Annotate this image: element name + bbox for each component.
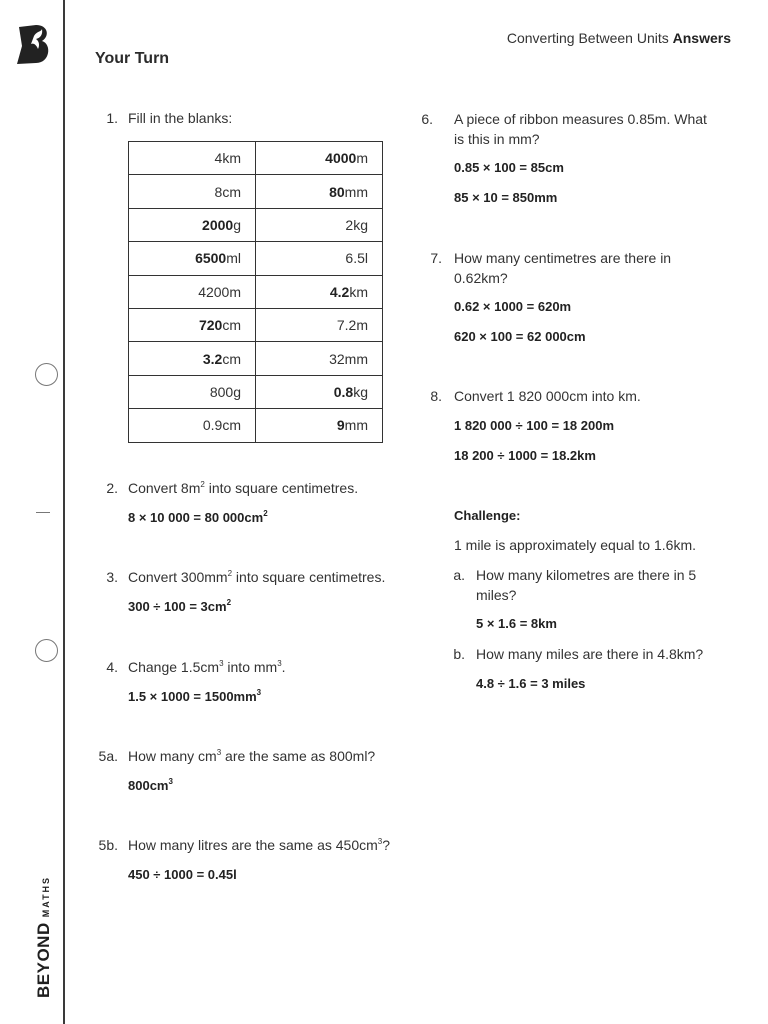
challenge-intro: 1 mile is approximately equal to 1.6km. xyxy=(454,537,696,553)
table-cell-left: 720cm xyxy=(129,308,256,341)
q8-text: Convert 1 820 000cm into km. xyxy=(454,388,641,404)
table-cell-right: 0.8kg xyxy=(256,375,383,408)
q6-text-line2: is this in mm? xyxy=(454,131,540,147)
table-cell-right: 80mm xyxy=(256,175,383,208)
q1-text: Fill in the blanks: xyxy=(128,110,233,126)
q6-answer-line2: 85 × 10 = 850mm xyxy=(454,190,558,205)
fold-mark xyxy=(36,512,50,513)
challenge-title: Challenge: xyxy=(454,508,521,523)
challenge-b-answer: 4.8 ÷ 1.6 = 3 miles xyxy=(476,676,586,691)
brand-main: BEYOND xyxy=(34,922,53,998)
table-cell-right: 7.2m xyxy=(256,308,383,341)
conversion-table xyxy=(128,141,383,443)
table-cell-right: 9mm xyxy=(256,409,383,442)
table-row xyxy=(129,342,383,375)
q3-text: Convert $300mm^2$ into square centimetres. xyxy=(128,569,386,585)
challenge-a-text-line1: How many kilometres are there in 5 xyxy=(476,567,697,583)
brand-wordmark xyxy=(34,876,54,998)
section-title: Your Turn xyxy=(95,50,170,67)
q5b-answer: 450 ÷ 1000 = 0.45l xyxy=(128,867,237,882)
document-title-regular: Converting Between Units xyxy=(506,30,669,46)
q7-answer-line2: 620 × 100 = 62 000cm xyxy=(454,329,586,344)
challenge-a-answer: 5 × 1.6 = 8km xyxy=(476,616,557,631)
document-title-bold: Answers xyxy=(672,30,731,46)
table-row xyxy=(129,208,383,241)
beyond-logo-icon xyxy=(14,22,54,66)
challenge-b-text: How many miles are there in 4.8km? xyxy=(476,646,704,662)
challenge-b-label: b. xyxy=(453,646,465,662)
table-cell-left: 4km xyxy=(129,142,256,175)
q7-text-line1: How many centimetres are there in xyxy=(454,250,672,266)
table-row xyxy=(129,409,383,442)
table-row xyxy=(129,242,383,275)
q6-answer-line1: 0.85 × 100 = 85cm xyxy=(454,160,564,175)
margin-line xyxy=(63,0,65,1024)
q8-number: 8. xyxy=(430,388,442,404)
table-row xyxy=(129,275,383,308)
q7-answer-line1: 0.62 × 1000 = 620m xyxy=(454,299,572,314)
table-cell-left: 4200m xyxy=(129,275,256,308)
punch-hole-bottom xyxy=(35,639,58,662)
q2-text: Convert $8m^2$ into square centimetres. xyxy=(128,480,359,496)
q5b-text: How many litres are the same as $450cm^3$? xyxy=(128,837,391,853)
q7-number: 7. xyxy=(430,250,442,266)
brand-sub: MATHS xyxy=(41,875,51,918)
challenge-a-text-line2: miles? xyxy=(476,587,517,603)
q5a-answer: $800cm^3$ xyxy=(128,777,173,793)
table-cell-left: 2000g xyxy=(129,208,256,241)
table-cell-left: 0.9cm xyxy=(129,409,256,442)
table-row xyxy=(129,375,383,408)
table-cell-right: 2kg xyxy=(256,208,383,241)
q8-answer-line2: 18 200 ÷ 1000 = 18.2km xyxy=(454,448,596,463)
challenge-a-label: a. xyxy=(453,567,465,583)
q3-number: 3. xyxy=(106,569,118,585)
table-row xyxy=(129,142,383,175)
table-row xyxy=(129,175,383,208)
table-cell-right: 32mm xyxy=(256,342,383,375)
q4-number: 4. xyxy=(106,659,118,675)
q5a-number: 5a. xyxy=(98,748,118,764)
q6-number: 6. xyxy=(421,111,433,127)
q7-text-line2: 0.62km? xyxy=(454,270,508,286)
q8-answer-line1: 1 820 000 ÷ 100 = 18 200m xyxy=(454,418,615,433)
q1-number: 1. xyxy=(106,110,118,126)
q4-answer: $1.5 \times 1000 = 1500mm^3$ xyxy=(128,688,262,704)
table-cell-left: 3.2cm xyxy=(129,342,256,375)
q5b-number: 5b. xyxy=(98,837,118,853)
table-cell-left: 800g xyxy=(129,375,256,408)
table-cell-left: 8cm xyxy=(129,175,256,208)
q4-text: Change $1.5cm^3$ into $mm^3$. xyxy=(128,659,286,675)
document-title xyxy=(507,30,731,46)
punch-hole-top xyxy=(35,363,58,386)
table-row xyxy=(129,308,383,341)
q3-answer: $300 \div 100 = 3cm^2$ xyxy=(128,598,232,614)
q2-answer: 8 × 10 000 = 80 $000cm^2$ xyxy=(128,509,268,525)
table-cell-right: 4.2km xyxy=(256,275,383,308)
q2-number: 2. xyxy=(106,480,118,496)
table-cell-left: 6500ml xyxy=(129,242,256,275)
table-cell-right: 6.5l xyxy=(256,242,383,275)
q5a-text: How many $cm^3$ are the same as 800ml? xyxy=(128,748,376,764)
q6-text-line1: A piece of ribbon measures 0.85m. What xyxy=(454,111,707,127)
table-cell-right: 4000m xyxy=(256,142,383,175)
